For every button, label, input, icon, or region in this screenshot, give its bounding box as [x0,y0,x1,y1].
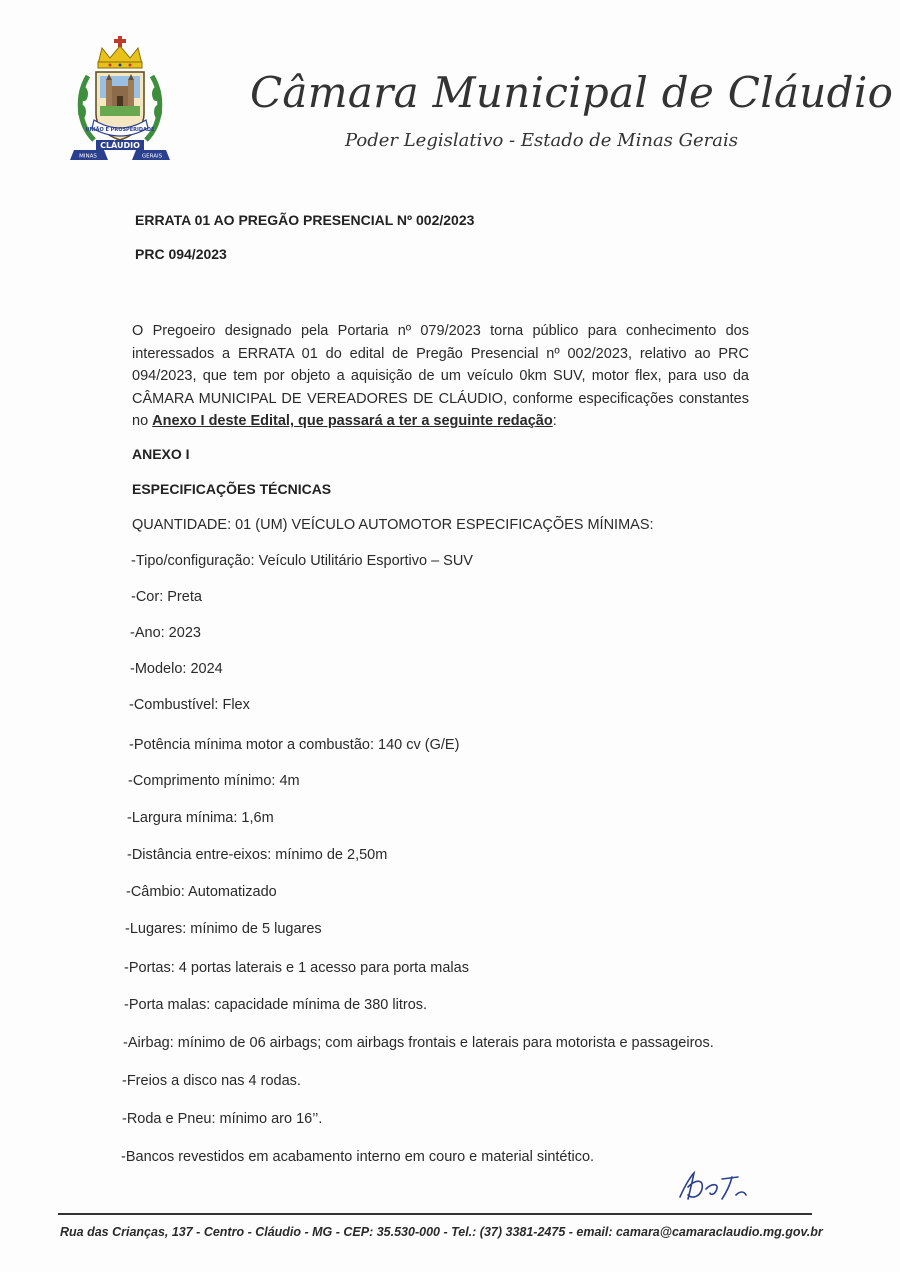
signature-initials [676,1165,766,1205]
crest-ribbon-text: UNIÃO E PROSPERIDADE [85,127,155,133]
paragraph-end: : [552,413,557,429]
quantity-line: QUANTIDADE: 01 (UM) VEÍCULO AUTOMOTOR ESPECIFICAÇÕES MÍNIMAS: [132,517,654,533]
paragraph-text: O Pregoeiro designado pela Portaria nº 079/2023 torna público para conhecimento dos interessados a ERRATA 01 do edital de Pregão Presencial nº 002/2023, relativo ao PRC 094/2023, que tem por objeto a aquisição de um veículo 0km SUV, motor flex, para uso da CÂMARA MUNICIPAL DE VEREADORES DE CLÁUDIO, conforme especificações constantes no [132,323,749,429]
process-heading: PRC 094/2023 [135,246,227,262]
footer-divider [58,1213,812,1215]
spec-item: -Câmbio: Automatizado [126,884,277,900]
spec-item: -Ano: 2023 [130,625,201,641]
errata-heading: ERRATA 01 AO PREGÃO PRESENCIAL Nº 002/2023 [135,212,475,228]
institution-title: Câmara Municipal de Cláudio [250,68,894,117]
paragraph-underlined-text: Anexo I deste Edital, que passará a ter a seguinte redação [152,413,553,429]
spec-item: -Portas: 4 portas laterais e 1 acesso para porta malas [124,960,469,976]
crest-band-right: GERAIS [141,153,163,160]
spec-item: -Largura mínima: 1,6m [127,810,274,826]
crest-band-left: MINAS [79,153,97,160]
spec-item: -Distância entre-eixos: mínimo de 2,50m [127,847,388,863]
annex-heading: ANEXO I [132,446,190,462]
spec-item: -Airbag: mínimo de 06 airbags; com airbags frontais e laterais para motorista e passageiros. [123,1035,714,1051]
spec-item: -Modelo: 2024 [130,661,223,677]
spec-item: -Tipo/configuração: Veículo Utilitário Esportivo – SUV [131,553,473,569]
spec-item: -Freios a disco nas 4 rodas. [122,1073,301,1089]
spec-item: -Combustível: Flex [129,697,250,713]
spec-item: -Roda e Pneu: mínimo aro 16’’. [122,1111,323,1127]
institution-subtitle: Poder Legislativo - Estado de Minas Gerais [345,130,739,151]
coat-of-arms-logo [70,36,170,166]
spec-item: -Potência mínima motor a combustão: 140 cv (G/E) [129,737,460,753]
spec-item: -Cor: Preta [131,589,202,605]
footer-address: Rua das Crianças, 137 - Centro - Cláudio - MG - CEP: 35.530-000 - Tel.: (37) 3381-2475 - email: camara@camaraclaudio.mg.gov.br [60,1225,823,1239]
spec-item: -Porta malas: capacidade mínima de 380 litros. [124,997,428,1013]
specs-heading: ESPECIFICAÇÕES TÉCNICAS [132,481,332,497]
crest-name-text: CLÁUDIO [100,141,140,150]
errata-paragraph [132,320,749,433]
spec-item: -Bancos revestidos em acabamento interno em couro e material sintético. [121,1149,595,1165]
spec-item: -Lugares: mínimo de 5 lugares [125,921,322,937]
spec-item: -Comprimento mínimo: 4m [128,773,300,789]
